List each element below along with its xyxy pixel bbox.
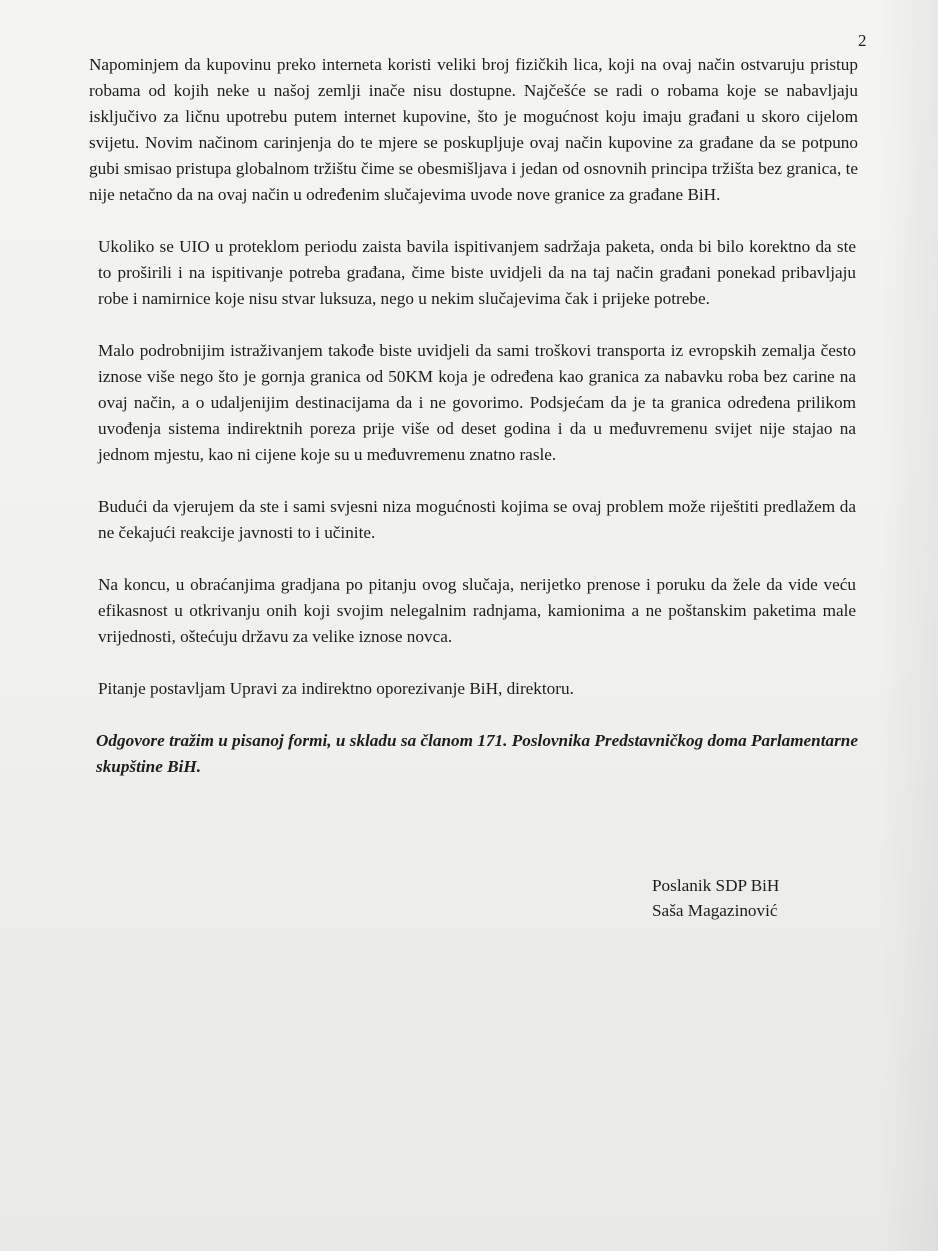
signature-block xyxy=(652,873,779,923)
paragraph-citizen-messages: Na koncu, u obraćanjima gradjana po pitanju ovog slučaja, nerijetko prenose i poruku da žele da vide veću efikasnost u otkrivanju onih koji svojim nelegalnim radnjama, kamionima a ne poštanskim paketima male vrijednosti, oštećuju državu za velike iznose novca. xyxy=(98,575,856,646)
signature-name: Saša Magazinović xyxy=(652,901,778,920)
page-number: 2 xyxy=(858,31,867,50)
paragraph-answer-request: Odgovore tražim u pisanoj formi, u skladu sa članom 171. Poslovnika Predstavničkog doma Parlamentarne skupštine BiH. xyxy=(96,731,858,776)
signature-title: Poslanik SDP BiH xyxy=(652,876,780,895)
paragraph-online-shopping: Napominjem da kupovinu preko interneta koristi veliki broj fizičkih lica, koji na ovaj način ostvaruju pristup robama od kojih neke u našoj zemlji inače nisu dostupne. Najčešće se radi o robama koje se nabavljaju isključivo za ličnu upotrebu putem internet kupovine, što je mogućnost koju imaju građani u skoro cijelom svijetu. Novim načinom carinjenja do te mjere se poskupljuje ovaj način kupovine za građane da se potpuno gubi smisao pristupa globalnom tržištu čime se obesmišljava i jedan od osnovnih principa tržišta bez granica, te nije netačno da na ovaj način u određenim slučajevima uvode nove granice za građane BiH. xyxy=(89,55,858,204)
paragraph-transport-costs: Malo podrobnijim istraživanjem takođe biste uvidjeli da sami troškovi transporta iz evropskih zemalja često iznose više nego što je gornja granica od 50KM koja je određena kao granica za nabavku roba bez carine na ovaj način, a o udaljenijim destinacijama da i ne govorimo. Podsjećam da je ta granica određena prilikom uvođenja sistema indirektnih poreza prije više od deset godina i da u međuvremenu svijet nije stajao na jednom mjestu, kao ni cijene koje su u međuvremenu znatno rasle. xyxy=(98,341,856,464)
letter-body xyxy=(90,52,858,780)
paragraph-question-recipient: Pitanje postavljam Upravi za indirektno oporezivanje BiH, direktoru. xyxy=(98,679,574,698)
page-shadow xyxy=(878,0,938,1251)
paragraph-proposal: Budući da vjerujem da ste i sami svjesni niza mogućnosti kojima se ovaj problem može riještiti predlažem da ne čekajući reakcije javnosti to i učinite. xyxy=(98,497,856,542)
paragraph-uio-inspection: Ukoliko se UIO u proteklom periodu zaista bavila ispitivanjem sadržaja paketa, onda bi bilo korektno da ste to proširili i na ispitivanje potreba građana, čime biste uvidjeli da na taj način građani ponekad pribavljaju robe i namirnice koje nisu stvar luksuza, nego u nekim slučajevima čak i prijeke potrebe. xyxy=(98,237,856,308)
